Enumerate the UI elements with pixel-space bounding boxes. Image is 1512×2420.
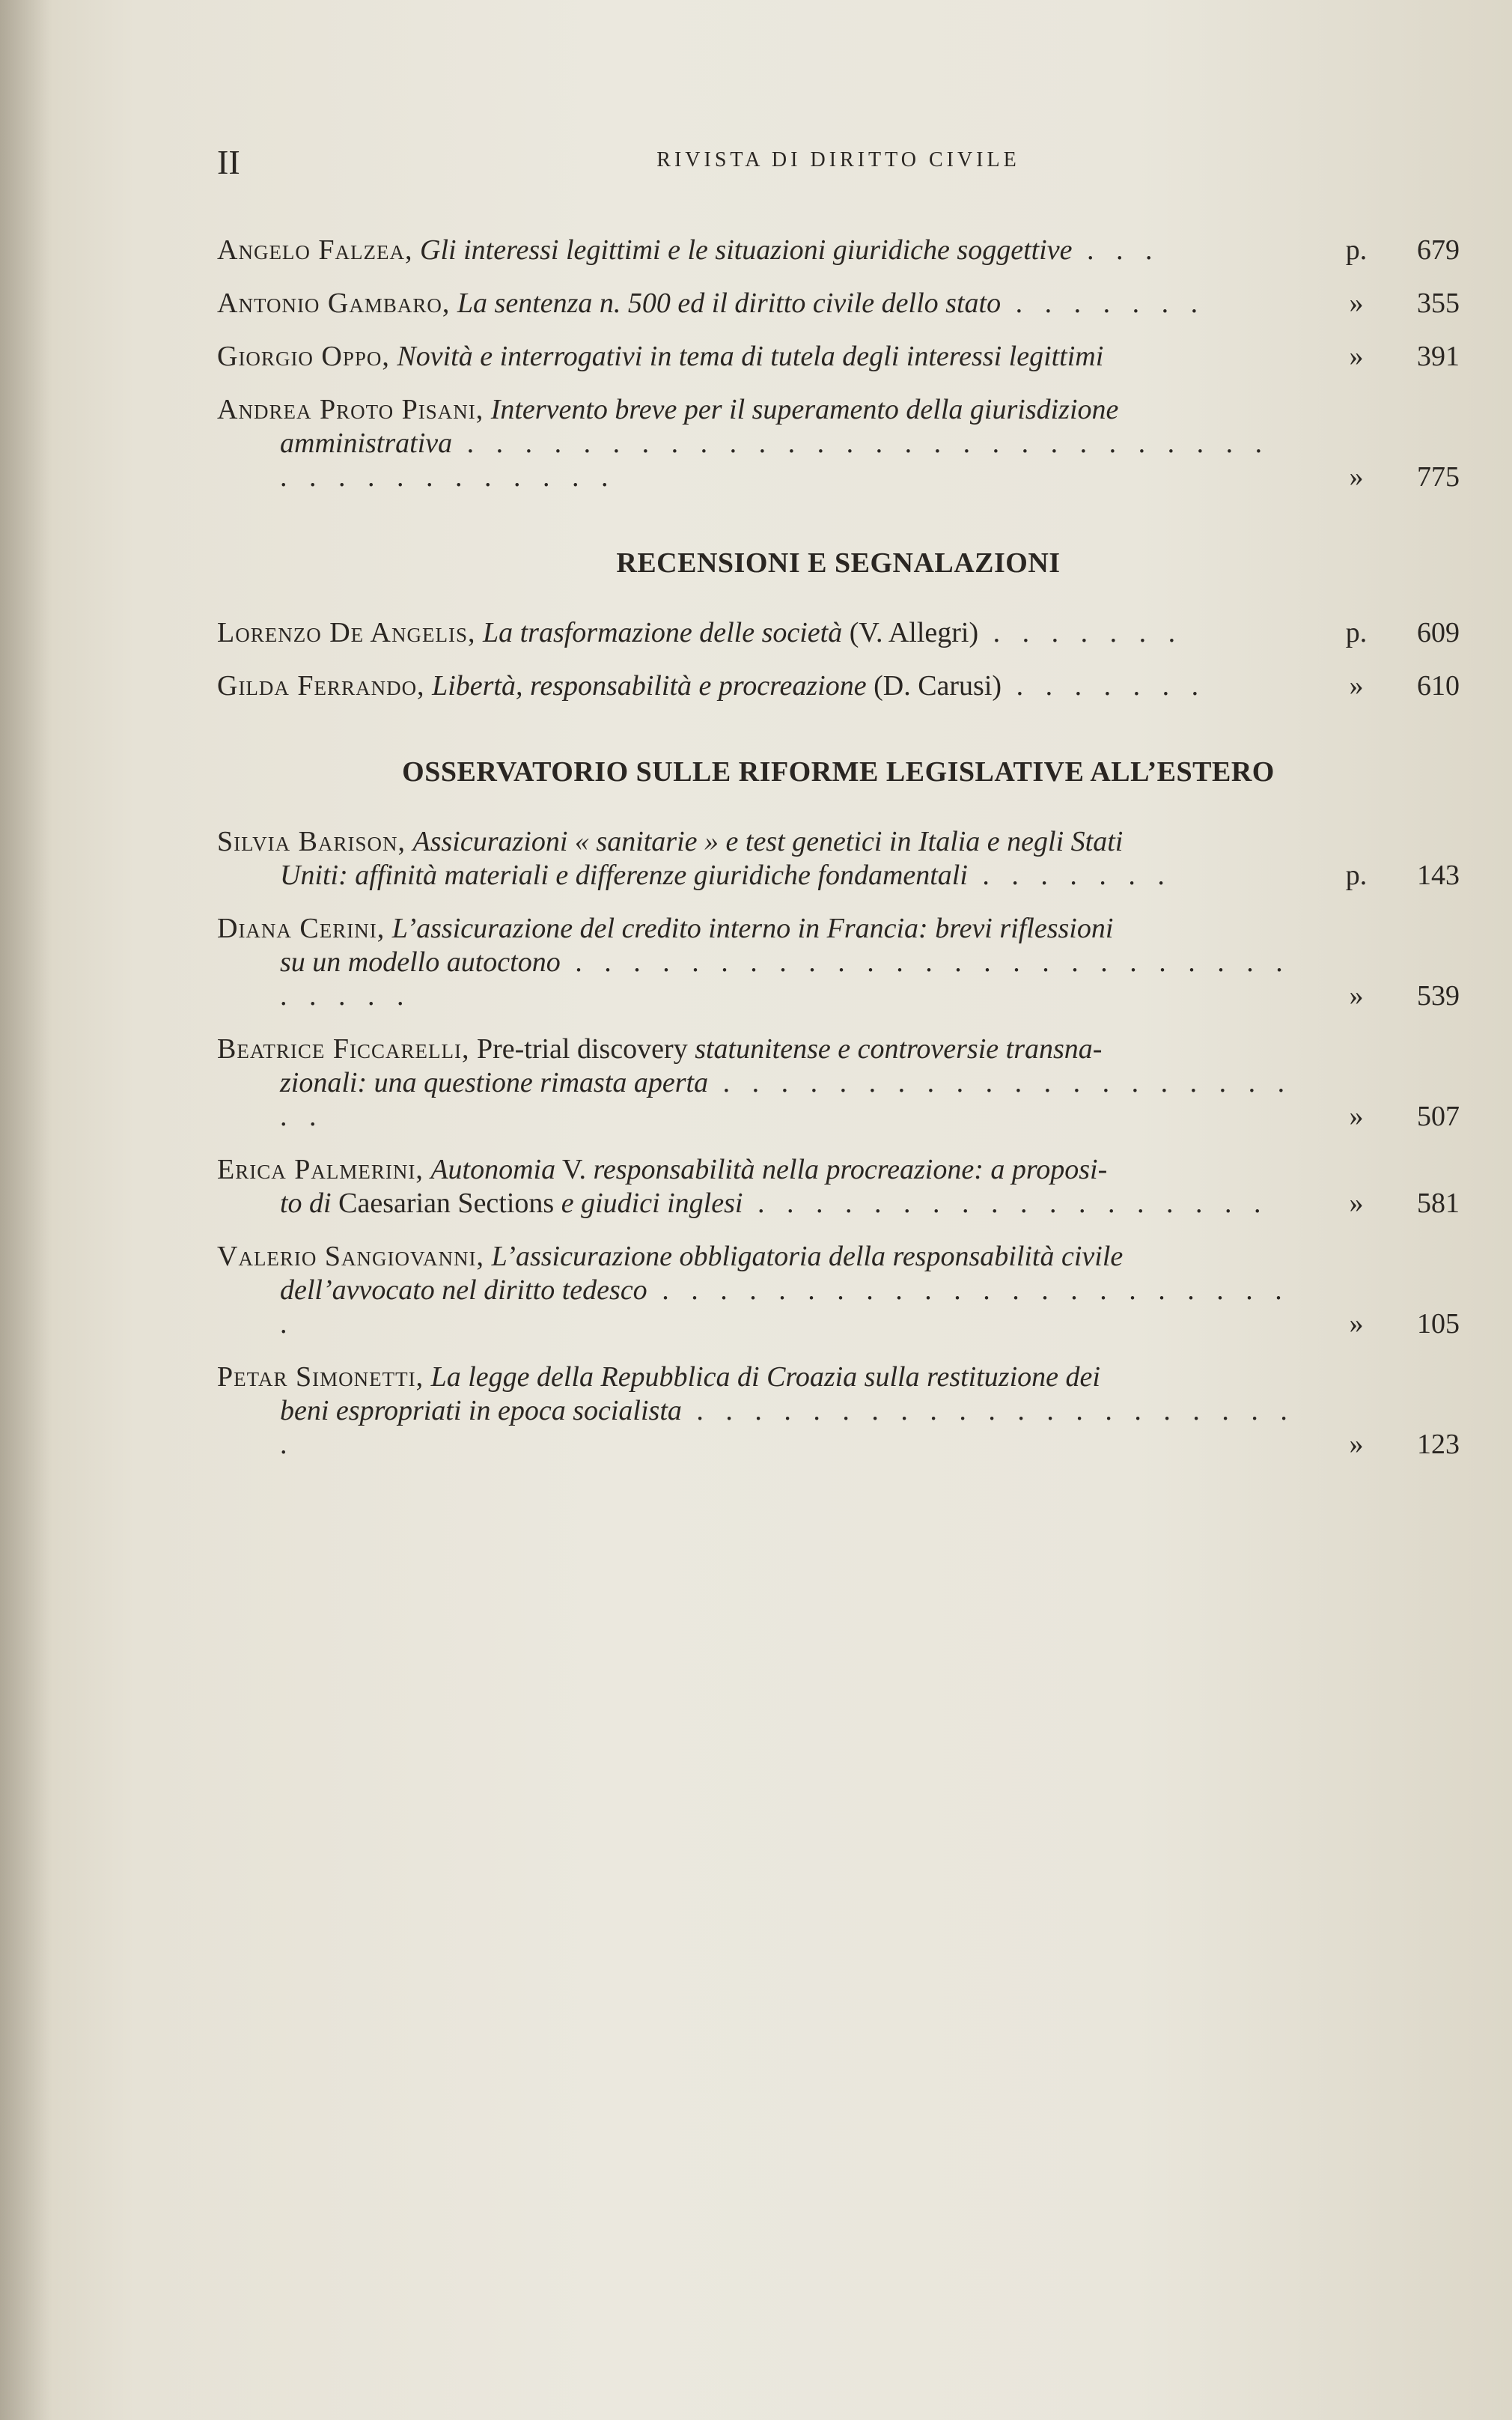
page-prefix: » (1349, 341, 1364, 372)
toc-section-articles (217, 234, 1460, 494)
entry-reviewer: (V. Allegri) (842, 617, 979, 648)
entry-leader: . . . . . . . . . . . . . . . . . . . . . . . . . . . . . . (280, 946, 1290, 1012)
entry-title: Gli interessi legittimi e le situazioni giuridiche soggettive (420, 234, 1073, 266)
toc-entry (217, 1153, 1460, 1220)
entry-title-roman: Pre-trial discovery (476, 1033, 688, 1065)
page-prefix: » (1349, 1429, 1364, 1460)
entry-title-continued: amministrativa (280, 428, 453, 459)
entry-author: Diana Cerini, (217, 913, 385, 944)
entry-title-continued: su un modello autoctono (280, 946, 561, 978)
toc-section-observatory (217, 825, 1460, 1462)
entry-title: statunitense e controversie transna- (687, 1033, 1103, 1065)
page-folio: II (217, 143, 240, 181)
entry-title: La sentenza n. 500 ed il diritto civile dello stato (457, 288, 1002, 319)
entry-title-roman: Caesarian Sections (338, 1188, 555, 1219)
page-prefix: » (1349, 980, 1364, 1012)
entry-title: Intervento breve per il superamento della giurisdizione (490, 394, 1119, 425)
entry-leader: . . . . . . . (978, 617, 1183, 648)
entry-author: Gilda Ferrando, (217, 670, 425, 702)
page-number: 775 (1417, 461, 1460, 493)
entry-author: Beatrice Ficcarelli, (217, 1033, 470, 1065)
entry-author: Angelo Falzea, (217, 234, 413, 266)
toc-entry (217, 393, 1460, 494)
journal-title: RIVISTA DI DIRITTO CIVILE (656, 148, 1020, 171)
entry-title-continued: dell’avvocato nel diritto tedesco (280, 1274, 647, 1306)
entry-author: Valerio Sangiovanni, (217, 1241, 485, 1272)
page-prefix: » (1349, 1308, 1364, 1340)
entry-author: Petar Simonetti, (217, 1361, 424, 1393)
page-prefix: p. (1345, 617, 1368, 648)
toc-entry (217, 1361, 1460, 1462)
entry-title: La trasformazione delle società (482, 617, 843, 648)
page-number: 507 (1417, 1101, 1460, 1132)
toc-entry (217, 912, 1460, 1013)
page-number: 355 (1417, 288, 1460, 319)
page-prefix: » (1349, 1188, 1364, 1219)
entry-leader: . . . . . . . . . . . . . . . . . . . . . . . (280, 1274, 1290, 1340)
entry-title-continued: beni espropriati in epoca socialista (280, 1395, 682, 1426)
page-number: 581 (1417, 1188, 1460, 1219)
toc-entry (217, 340, 1460, 374)
entry-author: Lorenzo De Angelis, (217, 617, 476, 648)
page-prefix: » (1349, 288, 1364, 319)
entry-author: Antonio Gambaro, (217, 288, 451, 319)
page-number: 391 (1417, 341, 1460, 372)
running-head (217, 142, 1460, 187)
entry-title-cont: responsabilità nella procreazione: a proposi- (593, 1154, 1108, 1185)
entry-leader: . . . . . . . (967, 860, 1172, 891)
entry-title-continued: to di (280, 1188, 339, 1219)
entry-title: Novità e interrogativi in tema di tutela degli interessi legittimi (397, 341, 1104, 372)
page-number: 143 (1417, 860, 1460, 891)
entry-leader: . . . . . . . (1002, 670, 1207, 702)
entry-title: Autonomia (430, 1154, 556, 1185)
toc-entry (217, 287, 1460, 320)
entry-title-continued: zionali: una questione rimasta aperta (280, 1067, 709, 1098)
entry-author: Silvia Barison, (217, 826, 406, 857)
section-heading-reviews: RECENSIONI E SEGNALAZIONI (616, 547, 1061, 579)
section-heading-observatory: OSSERVATORIO SULLE RIFORME LEGISLATIVE ALL’ESTERO (402, 756, 1275, 788)
entry-author: Erica Palmerini, (217, 1154, 424, 1185)
toc-entry (217, 1033, 1460, 1134)
toc-entry (217, 234, 1460, 267)
toc-entry (217, 825, 1460, 893)
entry-title-continued: e giudici inglesi (554, 1188, 743, 1219)
entry-leader: . . . . . . . . . . . . . . . . . . . . . . . . . . . . . . . . . . . . . . . . (280, 428, 1270, 493)
entry-leader: . . . . . . . . . . . . . . . . . . (743, 1188, 1269, 1219)
page-gutter-shadow (0, 0, 52, 2420)
toc-entry (217, 1240, 1460, 1341)
page-prefix: » (1349, 1101, 1364, 1132)
entry-title: Libertà, responsabilità e procreazione (432, 670, 867, 702)
page-prefix: p. (1345, 234, 1368, 266)
page-prefix: » (1349, 461, 1364, 493)
page-number: 679 (1417, 234, 1460, 266)
entry-title: L’assicurazione del credito interno in Francia: brevi riflessioni (391, 913, 1114, 944)
toc-entry (217, 616, 1460, 650)
entry-title: La legge della Repubblica di Croazia sulla restituzione dei (430, 1361, 1100, 1393)
page-number: 539 (1417, 980, 1460, 1012)
page-number: 105 (1417, 1308, 1460, 1340)
page-prefix: p. (1345, 860, 1368, 891)
entry-author: Andrea Proto Pisani, (217, 394, 484, 425)
entry-title: L’assicurazione obbligatoria della responsabilità civile (491, 1241, 1124, 1272)
entry-leader: . . . . . . . . . . . . . . . . . . . . . . (280, 1067, 1293, 1132)
entry-leader: . . . . . . . . . . . . . . . . . . . . . . (280, 1395, 1295, 1460)
toc-column (217, 234, 1460, 1481)
entry-title-roman: V. (555, 1154, 594, 1185)
entry-leader: . . . (1072, 234, 1160, 266)
toc-section-reviews (217, 616, 1460, 703)
entry-reviewer: (D. Carusi) (866, 670, 1002, 702)
page-number: 609 (1417, 617, 1460, 648)
entry-author: Giorgio Oppo, (217, 341, 390, 372)
page-number: 123 (1417, 1429, 1460, 1460)
entry-title-continued: Uniti: affinità materiali e differenze giuridiche fondamentali (280, 860, 968, 891)
page-prefix: » (1349, 670, 1364, 702)
entry-leader: . . . . . . . (1001, 288, 1206, 319)
page-number: 610 (1417, 670, 1460, 702)
toc-entry (217, 669, 1460, 703)
entry-title: Assicurazioni « sanitarie » e test genetici in Italia e negli Stati (412, 826, 1124, 857)
